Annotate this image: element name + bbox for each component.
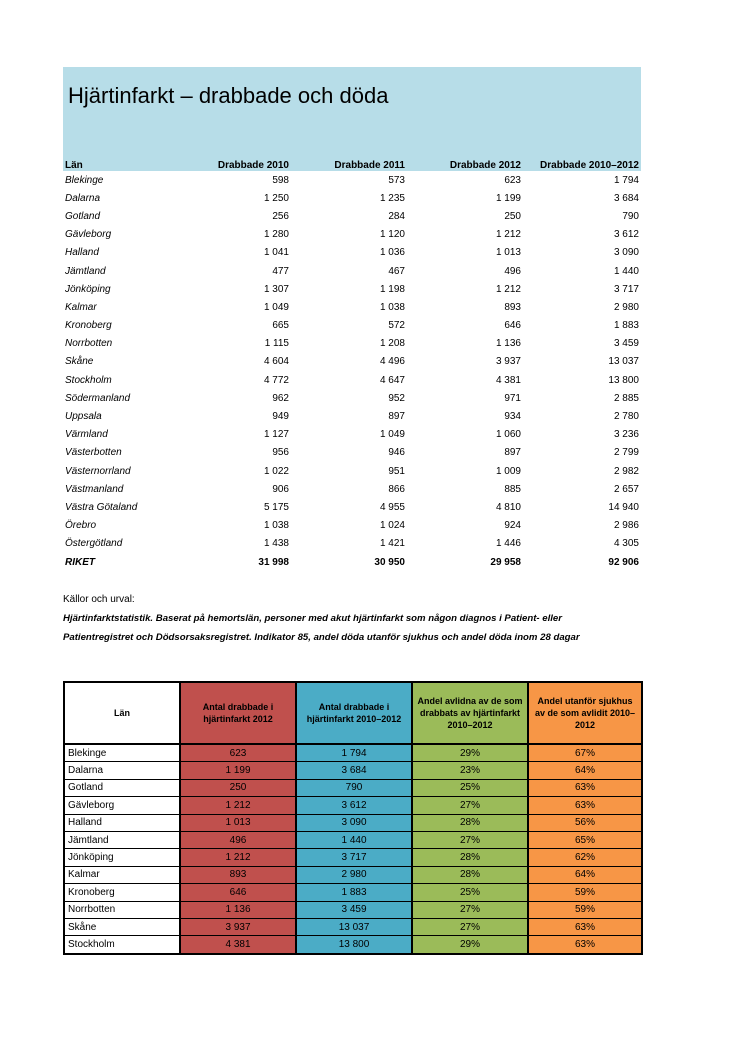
value-cell: 2 980 xyxy=(613,301,639,313)
value-cell: 496 xyxy=(180,831,296,848)
value-cell: 3 090 xyxy=(296,814,412,831)
table-row xyxy=(63,444,641,462)
value-cell: 4 647 xyxy=(379,374,405,386)
value-cell: 623 xyxy=(504,174,521,186)
table-row xyxy=(63,262,641,280)
value-cell: 1 199 xyxy=(180,762,296,779)
value-cell: 3 236 xyxy=(613,429,639,441)
value-cell: 1 115 xyxy=(264,338,289,350)
county-cell: Jämtland xyxy=(65,265,106,277)
table-row xyxy=(64,901,642,918)
value-cell: 1 883 xyxy=(296,884,412,901)
table-row xyxy=(63,498,641,516)
county-cell: Dalarna xyxy=(65,192,101,204)
table-row xyxy=(63,517,641,535)
total-value: 92 906 xyxy=(608,556,639,568)
value-cell: 3 459 xyxy=(296,901,412,918)
county-cell: Uppsala xyxy=(65,411,102,423)
value-cell: 3 090 xyxy=(613,247,639,259)
value-cell: 893 xyxy=(504,301,521,313)
value-cell: 27% xyxy=(412,901,528,918)
value-cell: 1 440 xyxy=(613,265,639,277)
value-cell: 27% xyxy=(412,797,528,814)
table-row xyxy=(63,426,641,444)
value-cell: 2 799 xyxy=(613,447,639,459)
value-cell: 1 212 xyxy=(495,283,521,295)
page-title: Hjärtinfarkt – drabbade och döda xyxy=(68,83,389,108)
value-cell: 934 xyxy=(504,411,521,423)
value-cell: 924 xyxy=(504,520,521,532)
total-row xyxy=(63,553,641,571)
value-cell: 28% xyxy=(412,849,528,866)
table-row xyxy=(64,744,642,762)
value-cell: 1 438 xyxy=(263,538,289,550)
value-cell: 3 612 xyxy=(296,797,412,814)
value-cell: 2 986 xyxy=(613,520,639,532)
column-header: Drabbade 2010 xyxy=(217,160,289,171)
value-cell: 885 xyxy=(504,483,521,495)
county-cell: Jämtland xyxy=(64,831,180,848)
value-cell: 3 459 xyxy=(613,338,639,350)
table-row xyxy=(63,171,641,189)
table-row xyxy=(63,389,641,407)
county-cell: Skåne xyxy=(64,918,180,935)
value-cell: 598 xyxy=(272,174,289,186)
value-cell: 4 305 xyxy=(613,538,639,550)
value-cell: 1 120 xyxy=(379,229,405,241)
value-cell: 1 794 xyxy=(613,174,639,186)
value-cell: 284 xyxy=(388,210,405,222)
value-cell: 13 037 xyxy=(608,356,639,368)
value-cell: 27% xyxy=(412,831,528,848)
value-cell: 946 xyxy=(388,447,405,459)
value-cell: 250 xyxy=(180,779,296,796)
value-cell: 64% xyxy=(528,866,642,883)
value-cell: 3 684 xyxy=(296,762,412,779)
value-cell: 27% xyxy=(412,918,528,935)
value-cell: 1 199 xyxy=(495,192,521,204)
county-cell: Västra Götaland xyxy=(65,501,138,513)
value-cell: 1 024 xyxy=(379,520,405,532)
value-cell: 25% xyxy=(412,779,528,796)
county-cell: Kronoberg xyxy=(65,320,112,332)
county-cell: Västernorrland xyxy=(65,465,131,477)
value-cell: 623 xyxy=(180,744,296,762)
value-cell: 3 717 xyxy=(613,283,639,295)
county-cell: Gävleborg xyxy=(65,229,112,241)
table-row xyxy=(63,244,641,262)
table-row xyxy=(64,814,642,831)
value-cell: 951 xyxy=(388,465,405,477)
value-cell: 1 446 xyxy=(495,538,521,550)
value-cell: 1 038 xyxy=(379,301,405,313)
column-header: Andel avlidna av de som drabbats av hjärtinfarkt 2010–2012 xyxy=(412,682,528,744)
value-cell: 897 xyxy=(504,447,521,459)
table-row xyxy=(63,280,641,298)
value-cell: 5 175 xyxy=(263,501,289,513)
value-cell: 1 235 xyxy=(379,192,405,204)
sources-text-line-2: Patientregistret och Dödsorsaksregistret. Indikator 85, andel döda utanför sjukhus och andel döda inom 28 dagar xyxy=(63,632,580,643)
county-cell: Norrbotten xyxy=(65,338,113,350)
value-cell: 256 xyxy=(272,210,289,222)
value-cell: 1 036 xyxy=(379,247,405,259)
table-row xyxy=(64,884,642,901)
value-cell: 1 136 xyxy=(180,901,296,918)
value-cell: 4 496 xyxy=(379,356,405,368)
value-cell: 2 780 xyxy=(613,411,639,423)
county-cell: Blekinge xyxy=(65,174,104,186)
table-row xyxy=(64,779,642,796)
column-header: Drabbade 2011 xyxy=(334,160,405,171)
table-row xyxy=(63,207,641,225)
value-cell: 949 xyxy=(272,411,289,423)
county-cell: Dalarna xyxy=(64,762,180,779)
table-row xyxy=(63,317,641,335)
value-cell: 1 009 xyxy=(495,465,521,477)
table-row xyxy=(64,918,642,935)
value-cell: 63% xyxy=(528,918,642,935)
county-cell: Norrbotten xyxy=(64,901,180,918)
value-cell: 477 xyxy=(272,265,289,277)
value-cell: 1 136 xyxy=(495,338,521,350)
county-cell: Örebro xyxy=(65,520,97,532)
value-cell: 893 xyxy=(180,866,296,883)
value-cell: 1 198 xyxy=(379,283,405,295)
total-value: 30 950 xyxy=(374,556,405,568)
total-label: RIKET xyxy=(65,556,95,568)
value-cell: 1 038 xyxy=(263,520,289,532)
table-row xyxy=(63,353,641,371)
value-cell: 2 657 xyxy=(613,483,639,495)
county-cell: Stockholm xyxy=(64,936,180,954)
value-cell: 29% xyxy=(412,744,528,762)
table-row xyxy=(63,189,641,207)
column-header: Län xyxy=(65,160,83,171)
value-cell: 906 xyxy=(272,483,289,495)
county-cell: Gotland xyxy=(64,779,180,796)
county-cell: Kalmar xyxy=(64,866,180,883)
value-cell: 1 041 xyxy=(263,247,289,259)
county-cell: Södermanland xyxy=(65,392,131,404)
county-cell: Gotland xyxy=(65,210,101,222)
value-cell: 3 717 xyxy=(296,849,412,866)
value-cell: 59% xyxy=(528,884,642,901)
value-cell: 2 982 xyxy=(613,465,639,477)
value-cell: 3 684 xyxy=(613,192,639,204)
column-header: Län xyxy=(64,682,180,744)
value-cell: 790 xyxy=(622,210,639,222)
value-cell: 3 937 xyxy=(180,918,296,935)
table-row xyxy=(64,831,642,848)
value-cell: 64% xyxy=(528,762,642,779)
county-cell: Blekinge xyxy=(64,744,180,762)
value-cell: 1 307 xyxy=(263,283,289,295)
column-header: Drabbade 2012 xyxy=(449,160,521,171)
county-cell: Västerbotten xyxy=(65,447,122,459)
drabbade-table xyxy=(63,155,641,571)
table-row xyxy=(63,535,641,553)
sources-label: Källor och urval: xyxy=(63,594,135,605)
value-cell: 2 980 xyxy=(296,866,412,883)
value-cell: 1 013 xyxy=(495,247,521,259)
value-cell: 573 xyxy=(388,174,405,186)
value-cell: 1 049 xyxy=(263,301,289,313)
value-cell: 3 612 xyxy=(613,229,639,241)
value-cell: 665 xyxy=(272,320,289,332)
table-row xyxy=(64,849,642,866)
value-cell: 1 060 xyxy=(495,429,521,441)
value-cell: 962 xyxy=(272,392,289,404)
value-cell: 4 810 xyxy=(495,501,521,513)
table-row xyxy=(63,371,641,389)
value-cell: 4 955 xyxy=(379,501,405,513)
value-cell: 250 xyxy=(504,210,521,222)
value-cell: 14 940 xyxy=(608,501,639,513)
column-header: Andel utanför sjukhus av de som avlidit 2010–2012 xyxy=(528,682,642,744)
county-cell: Kronoberg xyxy=(64,884,180,901)
value-cell: 65% xyxy=(528,831,642,848)
summary-table-header xyxy=(64,682,642,744)
summary-table xyxy=(63,681,643,955)
county-cell: Skåne xyxy=(65,356,94,368)
table-row xyxy=(63,298,641,316)
value-cell: 496 xyxy=(504,265,521,277)
value-cell: 13 037 xyxy=(296,918,412,935)
column-header: Antal drabbade i hjärtinfarkt 2010–2012 xyxy=(296,682,412,744)
value-cell: 866 xyxy=(388,483,405,495)
value-cell: 1 212 xyxy=(180,849,296,866)
value-cell: 67% xyxy=(528,744,642,762)
value-cell: 952 xyxy=(388,392,405,404)
value-cell: 28% xyxy=(412,866,528,883)
value-cell: 63% xyxy=(528,797,642,814)
table-row xyxy=(63,462,641,480)
table-row xyxy=(63,480,641,498)
county-cell: Halland xyxy=(64,814,180,831)
county-cell: Värmland xyxy=(65,429,108,441)
county-cell: Västmanland xyxy=(65,483,124,495)
value-cell: 1 049 xyxy=(379,429,405,441)
value-cell: 25% xyxy=(412,884,528,901)
value-cell: 29% xyxy=(412,936,528,954)
value-cell: 3 937 xyxy=(495,356,521,368)
value-cell: 59% xyxy=(528,901,642,918)
value-cell: 1 212 xyxy=(180,797,296,814)
column-header: Drabbade 2010–2012 xyxy=(540,160,639,171)
value-cell: 1 421 xyxy=(379,538,405,550)
value-cell: 13 800 xyxy=(296,936,412,954)
value-cell: 1 883 xyxy=(613,320,639,332)
table-row xyxy=(63,407,641,425)
value-cell: 4 381 xyxy=(180,936,296,954)
value-cell: 23% xyxy=(412,762,528,779)
value-cell: 1 127 xyxy=(263,429,289,441)
value-cell: 646 xyxy=(180,884,296,901)
table-row xyxy=(64,936,642,954)
value-cell: 1 022 xyxy=(263,465,289,477)
county-cell: Jönköping xyxy=(64,849,180,866)
value-cell: 956 xyxy=(272,447,289,459)
value-cell: 1 440 xyxy=(296,831,412,848)
value-cell: 63% xyxy=(528,936,642,954)
value-cell: 62% xyxy=(528,849,642,866)
county-cell: Gävleborg xyxy=(64,797,180,814)
value-cell: 2 885 xyxy=(613,392,639,404)
value-cell: 56% xyxy=(528,814,642,831)
drabbade-table-header xyxy=(63,155,641,171)
value-cell: 646 xyxy=(504,320,521,332)
value-cell: 971 xyxy=(504,392,521,404)
value-cell: 28% xyxy=(412,814,528,831)
total-value: 31 998 xyxy=(258,556,289,568)
value-cell: 63% xyxy=(528,779,642,796)
county-cell: Kalmar xyxy=(65,301,97,313)
value-cell: 4 381 xyxy=(495,374,521,386)
value-cell: 4 772 xyxy=(263,374,289,386)
value-cell: 1 212 xyxy=(495,229,521,241)
value-cell: 1 013 xyxy=(180,814,296,831)
value-cell: 13 800 xyxy=(608,374,639,386)
column-header: Antal drabbade i hjärtinfarkt 2012 xyxy=(180,682,296,744)
total-value: 29 958 xyxy=(490,556,521,568)
table-row xyxy=(64,762,642,779)
table-row xyxy=(64,866,642,883)
table-row xyxy=(64,797,642,814)
value-cell: 1 208 xyxy=(379,338,405,350)
value-cell: 1 280 xyxy=(263,229,289,241)
sources-text-line-1: Hjärtinfarktstatistik. Baserat på hemortslän, personer med akut hjärtinfarkt som någon diagnos i Patient- eller xyxy=(63,613,563,624)
county-cell: Stockholm xyxy=(65,374,112,386)
county-cell: Halland xyxy=(65,247,99,259)
value-cell: 572 xyxy=(388,320,405,332)
value-cell: 897 xyxy=(388,411,405,423)
county-cell: Östergötland xyxy=(65,538,123,550)
value-cell: 1 250 xyxy=(263,192,289,204)
county-cell: Jönköping xyxy=(65,283,111,295)
table-row xyxy=(63,226,641,244)
value-cell: 4 604 xyxy=(263,356,289,368)
value-cell: 467 xyxy=(388,265,405,277)
value-cell: 1 794 xyxy=(296,744,412,762)
table-row xyxy=(63,335,641,353)
value-cell: 790 xyxy=(296,779,412,796)
